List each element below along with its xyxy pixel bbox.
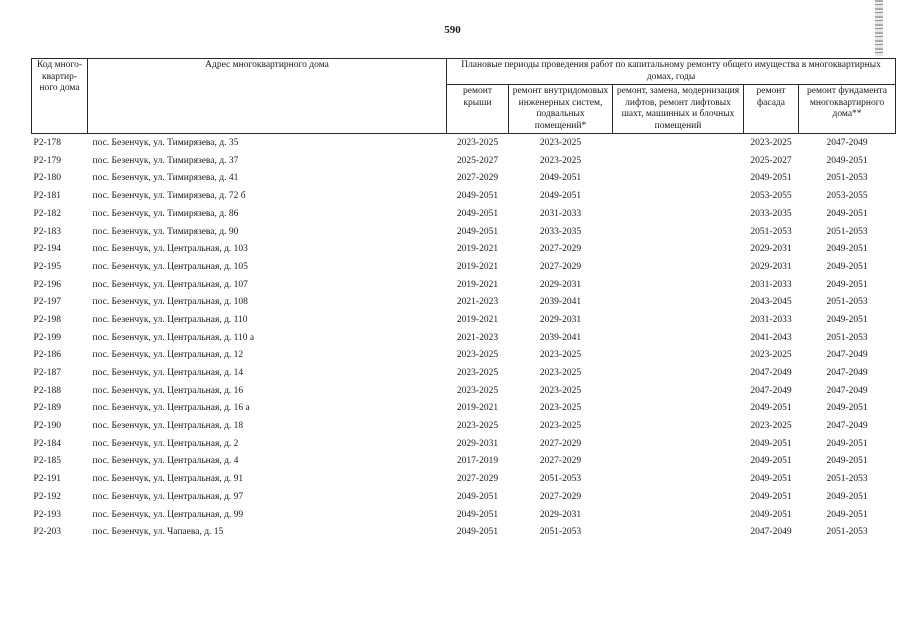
cell-facade: 2023-2025: [750, 350, 792, 361]
cell-lifts: [613, 365, 744, 383]
cell-lifts: [613, 489, 744, 507]
cell-roof: 2019-2021: [456, 279, 499, 290]
header-systems: ремонт внутридомовых инженерных систем, подвальных помещений*: [509, 85, 613, 134]
cell-lifts: [613, 134, 744, 153]
cell-facade: 2031-2033: [750, 314, 792, 325]
cell-lifts: [613, 188, 744, 206]
cell-facade: 2049-2051: [750, 173, 792, 184]
cell-address: пос. Безенчук, ул. Центральная, д. 4: [92, 456, 239, 467]
cell-roof: 2027-2029: [456, 474, 499, 485]
cell-facade: 2049-2051: [750, 474, 792, 485]
cell-roof: 2023-2025: [456, 350, 499, 361]
cell-code: Р2-178: [33, 138, 61, 149]
cell-address: пос. Безенчук, ул. Тимирязева, д. 37: [92, 155, 239, 166]
cell-facade: 2047-2049: [750, 527, 792, 538]
cell-foundation: 2047-2049: [826, 385, 868, 396]
cell-code: Р2-192: [33, 491, 61, 502]
cell-facade: 2031-2033: [750, 279, 792, 290]
cell-code: Р2-190: [33, 421, 61, 432]
cell-lifts: [613, 471, 744, 489]
cell-facade: 2049-2051: [750, 509, 792, 520]
cell-foundation: 2049-2051: [826, 261, 868, 272]
cell-lifts: [613, 259, 744, 277]
cell-address: пос. Безенчук, ул. Центральная, д. 110: [92, 314, 248, 325]
cell-foundation: 2051-2053: [826, 474, 868, 485]
cell-roof: 2021-2023: [456, 297, 499, 308]
cell-systems: 2027-2029: [539, 491, 582, 502]
table-row: [32, 206, 896, 224]
cell-facade: 2049-2051: [750, 403, 792, 414]
cell-roof: 2023-2025: [456, 368, 499, 379]
cell-systems: 2039-2041: [539, 332, 582, 343]
cell-facade: 2047-2049: [750, 385, 792, 396]
cell-foundation: 2049-2051: [826, 456, 868, 467]
cell-roof: 2019-2021: [456, 261, 499, 272]
cell-lifts: [613, 453, 744, 471]
cell-roof: 2023-2025: [456, 385, 499, 396]
header-roof: ремонт крыши: [447, 85, 509, 134]
cell-code: Р2-179: [33, 155, 61, 166]
cell-systems: 2023-2025: [539, 403, 582, 414]
cell-systems: 2023-2025: [539, 368, 582, 379]
cell-lifts: [613, 347, 744, 365]
cell-address: пос. Безенчук, ул. Центральная, д. 103: [92, 244, 248, 255]
cell-systems: 2051-2053: [539, 527, 582, 538]
cell-roof: 2019-2021: [456, 403, 499, 414]
cell-address: пос. Безенчук, ул. Центральная, д. 105: [92, 261, 248, 272]
header-facade: ремонт фасада: [744, 85, 799, 134]
cell-address: пос. Безенчук, ул. Центральная, д. 97: [92, 491, 244, 502]
cell-address: пос. Безенчук, ул. Центральная, д. 91: [92, 474, 244, 485]
cell-address: пос. Безенчук, ул. Центральная, д. 107: [92, 279, 248, 290]
cell-facade: 2051-2053: [750, 226, 792, 237]
cell-address: пос. Безенчук, ул. Центральная, д. 2: [92, 438, 239, 449]
header-lifts: ремонт, замена, модернизация лифтов, ремонт лифтовых шахт, машинных и блочных помещений: [613, 85, 744, 134]
cell-roof: 2029-2031: [456, 438, 499, 449]
cell-lifts: [613, 223, 744, 241]
cell-systems: 2039-2041: [539, 297, 582, 308]
cell-foundation: 2051-2053: [826, 226, 868, 237]
cell-roof: 2019-2021: [456, 244, 499, 255]
cell-address: пос. Безенчук, ул. Центральная, д. 14: [92, 368, 244, 379]
cell-code: Р2-184: [33, 438, 61, 449]
cell-code: Р2-195: [33, 261, 61, 272]
cell-address: пос. Безенчук, ул. Центральная, д. 110 а: [92, 332, 255, 343]
table-row: [32, 259, 896, 277]
cell-lifts: [613, 330, 744, 348]
table-body: [32, 134, 896, 542]
table-row: [32, 134, 896, 153]
cell-code: Р2-193: [33, 509, 61, 520]
table-row: [32, 471, 896, 489]
cell-lifts: [613, 383, 744, 401]
cell-systems: 2031-2033: [539, 208, 582, 219]
cell-foundation: 2049-2051: [826, 208, 868, 219]
page-number: 590: [444, 24, 461, 36]
cell-roof: 2019-2021: [456, 314, 499, 325]
cell-facade: 2025-2027: [750, 155, 792, 166]
cell-facade: 2023-2025: [750, 421, 792, 432]
cell-code: Р2-180: [33, 173, 61, 184]
cell-lifts: [613, 241, 744, 259]
cell-systems: 2033-2035: [539, 226, 582, 237]
table-row: [32, 489, 896, 507]
cell-code: Р2-186: [33, 350, 61, 361]
cell-address: пос. Безенчук, ул. Центральная, д. 16 а: [92, 403, 250, 414]
cell-lifts: [613, 312, 744, 330]
cell-foundation: 2049-2051: [826, 438, 868, 449]
cell-systems: 2027-2029: [539, 261, 582, 272]
cell-systems: 2023-2025: [539, 138, 582, 149]
cell-address: пос. Безенчук, ул. Центральная, д. 16: [92, 385, 244, 396]
cell-address: пос. Безенчук, ул. Тимирязева, д. 41: [92, 173, 239, 184]
cell-foundation: 2049-2051: [826, 509, 868, 520]
cell-systems: 2023-2025: [539, 421, 582, 432]
header-row-group: [32, 59, 896, 85]
cell-code: Р2-183: [33, 226, 61, 237]
cell-lifts: [613, 400, 744, 418]
cell-roof: 2017-2019: [456, 456, 499, 467]
cell-systems: 2049-2051: [539, 191, 582, 202]
cell-roof: 2049-2051: [456, 208, 499, 219]
cell-foundation: 2047-2049: [826, 368, 868, 379]
cell-foundation: 2051-2053: [826, 527, 868, 538]
table-row: [32, 170, 896, 188]
cell-lifts: [613, 153, 744, 171]
table-header: [32, 59, 896, 134]
cell-lifts: [613, 206, 744, 224]
cell-roof: 2049-2051: [456, 226, 499, 237]
cell-systems: 2027-2029: [539, 438, 582, 449]
table-row: [32, 453, 896, 471]
cell-lifts: [613, 418, 744, 436]
cell-address: пос. Безенчук, ул. Центральная, д. 99: [92, 509, 244, 520]
cell-foundation: 2049-2051: [826, 155, 868, 166]
cell-facade: 2029-2031: [750, 261, 792, 272]
cell-systems: 2027-2029: [539, 456, 582, 467]
cell-roof: 2049-2051: [456, 527, 499, 538]
cell-roof: 2049-2051: [456, 491, 499, 502]
cell-code: Р2-191: [33, 474, 61, 485]
cell-facade: 2049-2051: [750, 491, 792, 502]
cell-code: Р2-196: [33, 279, 61, 290]
cell-facade: 2049-2051: [750, 438, 792, 449]
cell-foundation: 2051-2053: [826, 173, 868, 184]
header-periods-group: Плановые периоды проведения работ по капитальному ремонту общего имущества в многоквартирных домах, годы: [447, 59, 896, 85]
cell-facade: 2023-2025: [750, 138, 792, 149]
cell-lifts: [613, 436, 744, 454]
cell-foundation: 2047-2049: [826, 138, 868, 149]
cell-lifts: [613, 294, 744, 312]
table-row: [32, 418, 896, 436]
cell-code: Р2-203: [33, 527, 61, 538]
table-row: [32, 436, 896, 454]
table-row: [32, 294, 896, 312]
cell-facade: 2053-2055: [750, 191, 792, 202]
capital-repair-plan-table: [31, 58, 896, 542]
table-row: [32, 277, 896, 295]
cell-foundation: 2051-2053: [826, 297, 868, 308]
table-row: [32, 400, 896, 418]
cell-systems: 2027-2029: [539, 244, 582, 255]
cell-lifts: [613, 524, 744, 542]
cell-address: пос. Безенчук, ул. Центральная, д. 108: [92, 297, 248, 308]
cell-address: пос. Безенчук, ул. Центральная, д. 12: [92, 350, 244, 361]
table-row: [32, 383, 896, 401]
cell-systems: 2029-2031: [539, 509, 582, 520]
cell-code: Р2-198: [33, 314, 61, 325]
cell-code: Р2-199: [33, 332, 61, 343]
cell-foundation: 2049-2051: [826, 244, 868, 255]
table-row: [32, 188, 896, 206]
cell-roof: 2023-2025: [456, 138, 499, 149]
table-row: [32, 506, 896, 524]
cell-code: Р2-185: [33, 456, 61, 467]
cell-foundation: 2049-2051: [826, 279, 868, 290]
cell-facade: 2041-2043: [750, 332, 792, 343]
cell-systems: 2023-2025: [539, 350, 582, 361]
cell-roof: 2049-2051: [456, 191, 499, 202]
cell-lifts: [613, 506, 744, 524]
cell-foundation: 2049-2051: [826, 491, 868, 502]
scan-artifact: [875, 0, 883, 56]
cell-systems: 2029-2031: [539, 314, 582, 325]
cell-code: Р2-187: [33, 368, 61, 379]
cell-roof: 2049-2051: [456, 509, 499, 520]
cell-foundation: 2053-2055: [826, 191, 868, 202]
cell-foundation: 2051-2053: [826, 332, 868, 343]
cell-roof: 2021-2023: [456, 332, 499, 343]
cell-foundation: 2049-2051: [826, 403, 868, 414]
table-row: [32, 153, 896, 171]
cell-systems: 2051-2053: [539, 474, 582, 485]
cell-systems: 2029-2031: [539, 279, 582, 290]
cell-facade: 2049-2051: [750, 456, 792, 467]
cell-address: пос. Безенчук, ул. Чапаева, д. 15: [92, 527, 224, 538]
header-foundation: ремонт фундамента многоквартирного дома**: [799, 85, 896, 134]
cell-code: Р2-188: [33, 385, 61, 396]
cell-systems: 2049-2051: [539, 173, 582, 184]
cell-code: Р2-194: [33, 244, 61, 255]
cell-roof: 2023-2025: [456, 421, 499, 432]
cell-address: пос. Безенчук, ул. Тимирязева, д. 90: [92, 226, 239, 237]
cell-facade: 2033-2035: [750, 208, 792, 219]
cell-foundation: 2047-2049: [826, 350, 868, 361]
cell-foundation: 2049-2051: [826, 314, 868, 325]
cell-facade: 2047-2049: [750, 368, 792, 379]
cell-foundation: 2047-2049: [826, 421, 868, 432]
cell-address: пос. Безенчук, ул. Тимирязева, д. 72 б: [92, 191, 246, 202]
cell-systems: 2023-2025: [539, 385, 582, 396]
cell-code: Р2-189: [33, 403, 61, 414]
table-row: [32, 365, 896, 383]
table-row: [32, 312, 896, 330]
cell-roof: 2027-2029: [456, 173, 499, 184]
cell-code: Р2-182: [33, 208, 61, 219]
table-row: [32, 524, 896, 542]
header-address: Адрес многоквартирного дома: [88, 59, 447, 134]
table-row: [32, 223, 896, 241]
table-row: [32, 241, 896, 259]
cell-lifts: [613, 170, 744, 188]
header-code: Код много-квартир-ного дома: [32, 59, 88, 134]
cell-address: пос. Безенчук, ул. Тимирязева, д. 86: [92, 208, 239, 219]
cell-systems: 2023-2025: [539, 155, 582, 166]
cell-facade: 2043-2045: [750, 297, 792, 308]
cell-code: Р2-181: [33, 191, 61, 202]
cell-address: пос. Безенчук, ул. Центральная, д. 18: [92, 421, 244, 432]
table-row: [32, 330, 896, 348]
table-row: [32, 347, 896, 365]
cell-lifts: [613, 277, 744, 295]
cell-roof: 2025-2027: [456, 155, 499, 166]
cell-facade: 2029-2031: [750, 244, 792, 255]
cell-address: пос. Безенчук, ул. Тимирязева, д. 35: [92, 138, 239, 149]
cell-code: Р2-197: [33, 297, 61, 308]
